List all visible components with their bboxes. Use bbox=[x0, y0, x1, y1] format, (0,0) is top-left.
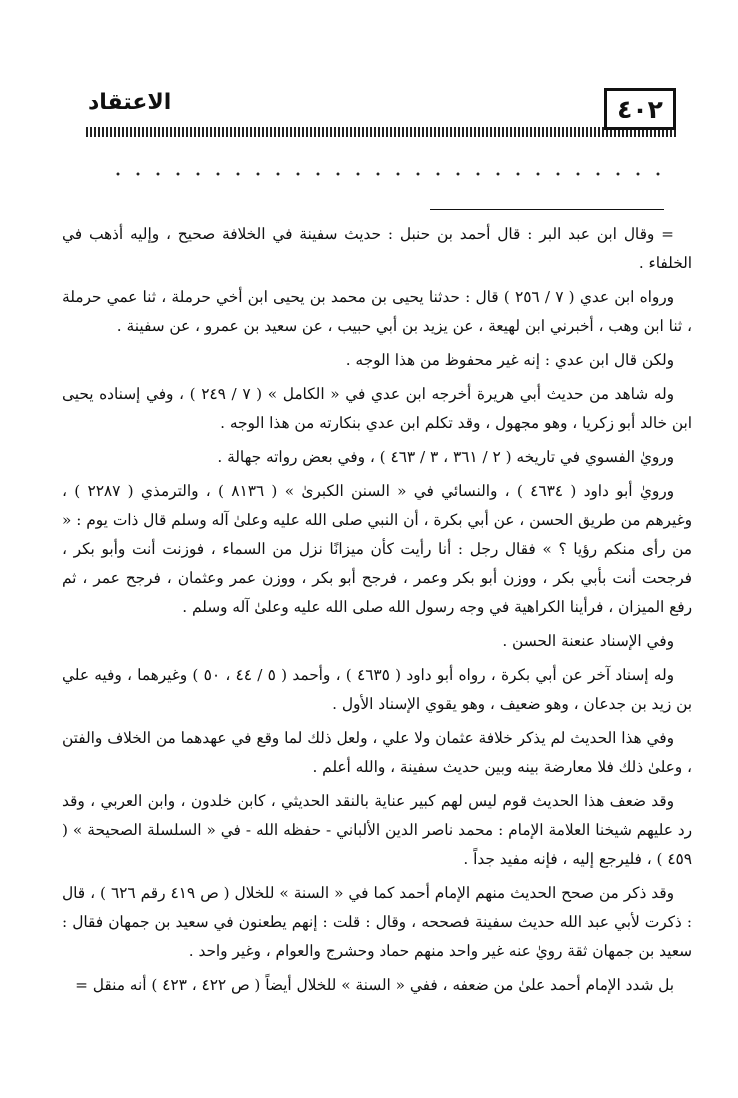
paragraph: وله شاهد من حديث أبي هريرة أخرجه ابن عدي في « الكامل » ( ٧ / ٢٤٩ ) ، وفي إسناده يحيى ابن خالد أبو زكريا ، وهو مجهول ، وقد تكلم ابن عدي بنكارته من هذا الوجه . bbox=[62, 385, 692, 432]
paragraph: بل شدد الإمام أحمد علىٰ من ضعفه ، ففي « السنة » للخلال أيضاً ( ص ٤٢٢ ، ٤٢٣ ) أنه منقل = bbox=[75, 976, 674, 994]
paragraph: وقد ذكر من صحح الحديث منهم الإمام أحمد كما في « السنة » للخلال ( ص ٤١٩ رقم ٦٢٦ ) ، قال : ذكرت لأبي عبد الله حديث سفينة فصححه ، وقال : قلت : إنهم يطعنون في سعيد بن جمهان فقال : سعيد بن جمهان ثقة رويٰ عنه غير واحد منهم حماد وحشرج والعوام ، وغير واحد . bbox=[62, 884, 692, 960]
paragraph: وفي الإسناد عنعنة الحسن . bbox=[502, 632, 674, 650]
paragraph: وفي هذا الحديث لم يذكر خلافة عثمان ولا علي ، ولعل ذلك لما وقع في عهدهما من الخلاف والفتن ، وعلىٰ ذلك فلا معارضة بينه وبين حديث سفينة ، والله أعلم . bbox=[62, 729, 692, 776]
paragraph: ورويٰ أبو داود ( ٤٦٣٤ ) ، والنسائي في « السنن الكبرىٰ » ( ٨١٣٦ ) ، والترمذي ( ٢٢٨٧ ) ، وغيرهم من طريق الحسن ، عن أبي بكرة ، أن النبي صلى الله عليه وعلىٰ آله وسلم قال ذات يوم : « من رأى منكم رؤيا ؟ » فقال رجل : أنا رأيت كأن ميزانًا نزل من السماء ، فوزنت أنت وأبو بكر ، فرجحت أنت بأبي بكر ، ووزن أبو بكر وعمر ، فرجح أبو بكر ، ووزن عمر وعثمان ، فرجح عمر ، ثم رفع الميزان ، فرأينا الكراهية في وجه رسول الله صلى الله عليه وعلىٰ آله وسلم . bbox=[62, 482, 692, 616]
paragraph: وله إسناد آخر عن أبي بكرة ، رواه أبو داود ( ٤٦٣٥ ) ، وأحمد ( ٥ / ٤٤ ، ٥٠ ) وغيرهما ، وفيه علي بن زيد بن جدعان ، وهو ضعيف ، وهو يقوي الإسناد الأول . bbox=[62, 666, 692, 713]
footnote-rule bbox=[430, 209, 664, 210]
paragraph: ولكن قال ابن عدي : إنه غير محفوظ من هذا الوجه . bbox=[345, 351, 674, 369]
footnote-body bbox=[62, 220, 692, 1005]
book-title: الاعتقاد bbox=[88, 90, 172, 115]
page-number: ٤٠٢ bbox=[604, 88, 676, 130]
header-rule bbox=[86, 127, 676, 137]
page-header bbox=[0, 0, 738, 140]
paragraph: ورويٰ الفسوي في تاريخه ( ٢ / ٣٦١ ، ٣ / ٤٦٣ ) ، وفي بعض رواته جهالة . bbox=[217, 448, 674, 466]
paragraph: ورواه ابن عدي ( ٧ / ٢٥٦ ) قال : حدثنا يحيى بن محمد بن يحيى ابن أخي حرملة ، ثنا عمي حرملة ، ثنا ابن وهب ، أخبرني ابن لهيعة ، عن يزيد بن أبي حبيب ، عن سعيد بن عمرو ، عن سفينة . bbox=[62, 288, 692, 335]
dotted-separator bbox=[108, 168, 668, 180]
paragraph: = وقال ابن عبد البر : قال أحمد بن حنبل : حديث سفينة في الخلافة صحيح ، وإليه أذهب في الخلفاء . bbox=[62, 225, 692, 272]
paragraph: وقد ضعف هذا الحديث قوم ليس لهم كبير عناية بالنقد الحديثي ، كابن خلدون ، وابن العربي ، وقد رد عليهم شيخنا العلامة الإمام : محمد ناصر الدين الألباني - حفظه الله - في « السلسلة الصحيحة » ( ٤٥٩ ) ، فليرجع إليه ، فإنه مفيد جداً . bbox=[62, 792, 692, 868]
